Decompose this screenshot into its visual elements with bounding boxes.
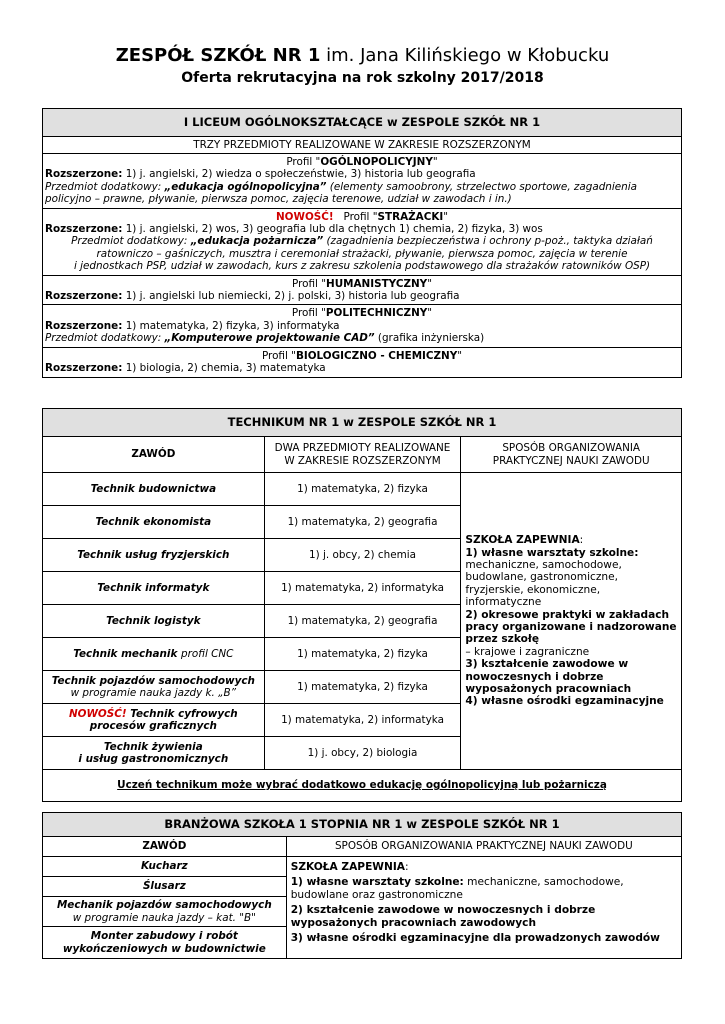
subjects: 1) matematyka, 2) fizyka	[264, 671, 461, 704]
job-kucharz: Kucharz	[43, 857, 287, 877]
col-header-job: ZAWÓD	[43, 437, 265, 473]
branz-table	[42, 812, 682, 959]
subjects: 1) matematyka, 2) informatyka	[264, 704, 461, 737]
branz-organization: SZKOŁA ZAPEWNIA: 1) własne warsztaty szkolne: mechaniczne, samochodowe, budowlane oraz gastronomiczne 2) kształcenie zawodowe w nowoczesnych i dobrze wyposażonych pracowniach zawodowych 3) własne ośrodki egzaminacyjne dla prowadzonych zawodów	[286, 857, 681, 959]
job-logistyk: Technik logistyk	[43, 605, 265, 638]
lo-subheading: TRZY PRZEDMIOTY REALIZOWANE W ZAKRESIE ROZSZERZONYM	[43, 137, 682, 154]
tech-organization: SZKOŁA ZAPEWNIA: 1) własne warsztaty szkolne: mechaniczne, samochodowe, budowlane, gastronomiczne, fryzjerskie, ekonomiczne, informatyczne 2) okresowe praktyki w zakładach pracy organizowane i nadzorowane przez szkołę – krajowe i zagraniczne 3) kształcenie zawodowe w nowoczesnych i dobrze wyposażonych pracowniach 4) własne ośrodki egzaminacyjne	[461, 473, 682, 770]
new-badge: NOWOŚĆ!	[275, 210, 334, 223]
tech-table	[42, 408, 682, 802]
subjects: 1) matematyka, 2) geografia	[264, 605, 461, 638]
job-ekonomista: Technik ekonomista	[43, 506, 265, 539]
subjects: 1) matematyka, 2) geografia	[264, 506, 461, 539]
job-slusarz: Ślusarz	[43, 877, 287, 897]
job-budownictwa: Technik budownictwa	[43, 473, 265, 506]
job-mechanik: Technik mechanik profil CNC	[43, 638, 265, 671]
lo-profile-strazacki: NOWOŚĆ! Profil "STRAŻACKI" Rozszerzone: 1) j. angielski, 2) wos, 3) geografia lub dla chętnych 1) chemia, 2) fizyka, 3) wos Przedmiot dodatkowy: „edukacja pożarnicza” (zagadnienia bezpieczeństwa i ochrony p-poż., taktyka działań ratowniczo – gaśniczych, musztra i ceremoniał strażacki, pływanie, pierwsza pomoc, zajęcia w terenie i jednostkach PSP, udział w zawodach, kurs z zakresu szkolenia podstawowego dla strażaków ratowników OSP)	[43, 208, 682, 275]
col-header-organization: SPOSÓB ORGANIZOWANIA PRAKTYCZNEJ NAUKI ZAWODU	[461, 437, 682, 473]
branz-heading: BRANŻOWA SZKOŁA 1 STOPNIA NR 1 w ZESPOLE SZKÓŁ NR 1	[43, 813, 682, 837]
job-mechanik-pojazdow: Mechanik pojazdów samochodowych w programie nauka jazdy – kat. "B"	[43, 897, 287, 927]
lo-heading: I LICEUM OGÓLNOKSZTAŁCĄCE w ZESPOLE SZKÓŁ NR 1	[43, 109, 682, 137]
job-cyfrowe: NOWOŚĆ! Technik cyfrowych procesów graficznych	[43, 704, 265, 737]
page-title: ZESPÓŁ SZKÓŁ NR 1 im. Jana Kilińskiego w Kłobucku	[115, 45, 610, 66]
lo-profile-biolchem: Profil "BIOLOGICZNO - CHEMICZNY" Rozszerzone: 1) biologia, 2) chemia, 3) matematyka	[43, 347, 682, 377]
job-informatyk: Technik informatyk	[43, 572, 265, 605]
col-header-organization: SPOSÓB ORGANIZOWANIA PRAKTYCZNEJ NAUKI ZAWODU	[286, 837, 681, 857]
subjects: 1) matematyka, 2) fizyka	[264, 473, 461, 506]
tech-footer: Uczeń technikum może wybrać dodatkowo edukację ogólnopolicyjną lub pożarniczą	[43, 770, 682, 802]
col-header-job: ZAWÓD	[43, 837, 287, 857]
subjects: 1) matematyka, 2) fizyka	[264, 638, 461, 671]
subjects: 1) j. obcy, 2) chemia	[264, 539, 461, 572]
job-pojazdy: Technik pojazdów samochodowych w programie nauka jazdy k. „B”	[43, 671, 265, 704]
job-monter: Monter zabudowy i robót wykończeniowych w budownictwie	[43, 927, 287, 959]
lo-table	[42, 108, 682, 378]
subjects: 1) matematyka, 2) informatyka	[264, 572, 461, 605]
new-badge: NOWOŚĆ!	[68, 707, 127, 720]
tech-heading: TECHNIKUM NR 1 w ZESPOLE SZKÓŁ NR 1	[43, 409, 682, 437]
page-subtitle: Oferta rekrutacyjna na rok szkolny 2017/2018	[181, 70, 544, 86]
col-header-subjects: DWA PRZEDMIOTY REALIZOWANE W ZAKRESIE ROZSZERZONYM	[264, 437, 461, 473]
lo-profile-policyjny: Profil "OGÓLNOPOLICYJNY" Rozszerzone: 1) j. angielski, 2) wiedza o społeczeństwie, 3) historia lub geografia Przedmiot dodatkowy: „edukacja ogólnopolicyjna” (elementy samoobrony, strzelectwo sportowe, zagadnienia policyjno – prawne, pływanie, pierwsza pomoc, zajęcia terenowe, udział w zawodach i in.)	[43, 154, 682, 209]
job-fryzjer: Technik usług fryzjerskich	[43, 539, 265, 572]
lo-profile-politechniczny: Profil "POLITECHNICZNY" Rozszerzone: 1) matematyka, 2) fizyka, 3) informatyka Przedmiot dodatkowy: „Komputerowe projektowanie CAD” (grafika inżynierska)	[43, 305, 682, 347]
job-zywienie: Technik żywienia i usług gastronomicznych	[43, 737, 265, 770]
lo-profile-humanistyczny: Profil "HUMANISTYCZNY" Rozszerzone: 1) j. angielski lub niemiecki, 2) j. polski, 3) historia lub geografia	[43, 275, 682, 305]
subjects: 1) j. obcy, 2) biologia	[264, 737, 461, 770]
